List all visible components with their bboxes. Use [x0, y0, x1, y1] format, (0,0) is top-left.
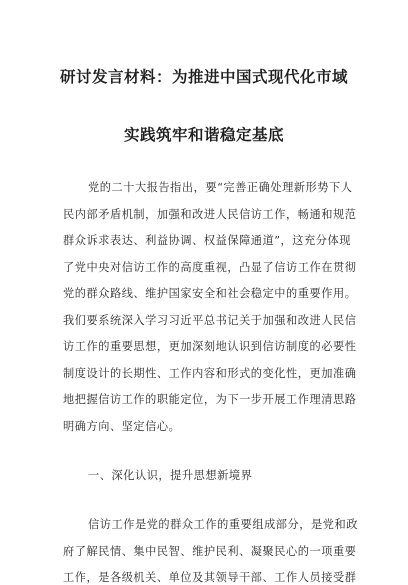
- paragraph-1-line: 民内部矛盾机制，加强和改进人民信访工作，畅通和规范: [63, 208, 357, 221]
- section-heading: 一、深化认识，提升思想新境界: [88, 469, 253, 482]
- paragraph-2-line: 府了解民情、集中民智、维护民利、凝聚民心的一项重要: [63, 545, 357, 558]
- paragraph-1-line: 访工作的重要思想，更加深刻地认识到信访制度的必要性: [63, 340, 357, 353]
- paragraph-1-line: 我们要系统深入学习习近平总书记关于加强和改进人民信: [63, 314, 357, 327]
- paragraph-1-line: 制度设计的长期性、工作内容和形式的变化性，更加准确: [63, 367, 357, 380]
- paragraph-1-line: 地把握信访工作的职能定位，为下一步开展工作理清思路: [63, 393, 357, 406]
- paragraph-1-line: 党的二十大报告指出，要“完善正确处理新形势下人: [88, 181, 353, 194]
- document-title-line-2: 实践筑牢和谐稳定基底: [123, 125, 284, 144]
- paragraph-1-line: 群众诉求表达、利益协调、权益保障通道”，这充分体现: [63, 234, 351, 247]
- paragraph-1-line: 了党中央对信访工作的高度重视，凸显了信访工作在贯彻: [63, 261, 357, 274]
- paragraph-1-line: 党的群众路线、维护国家安全和社会稳定中的重要作用。: [63, 287, 357, 300]
- paragraph-2-line: 信访工作是党的群众工作的重要组成部分，是党和政: [88, 518, 358, 531]
- document-title-line-1: 研讨发言材料：为推进中国式现代化市域: [59, 67, 348, 86]
- paragraph-2-line: 工作，是各级机关、单位及其领导干部、工作人员接受群: [63, 571, 357, 584]
- paragraph-1-line: 明确方向、坚定信心。: [63, 420, 181, 433]
